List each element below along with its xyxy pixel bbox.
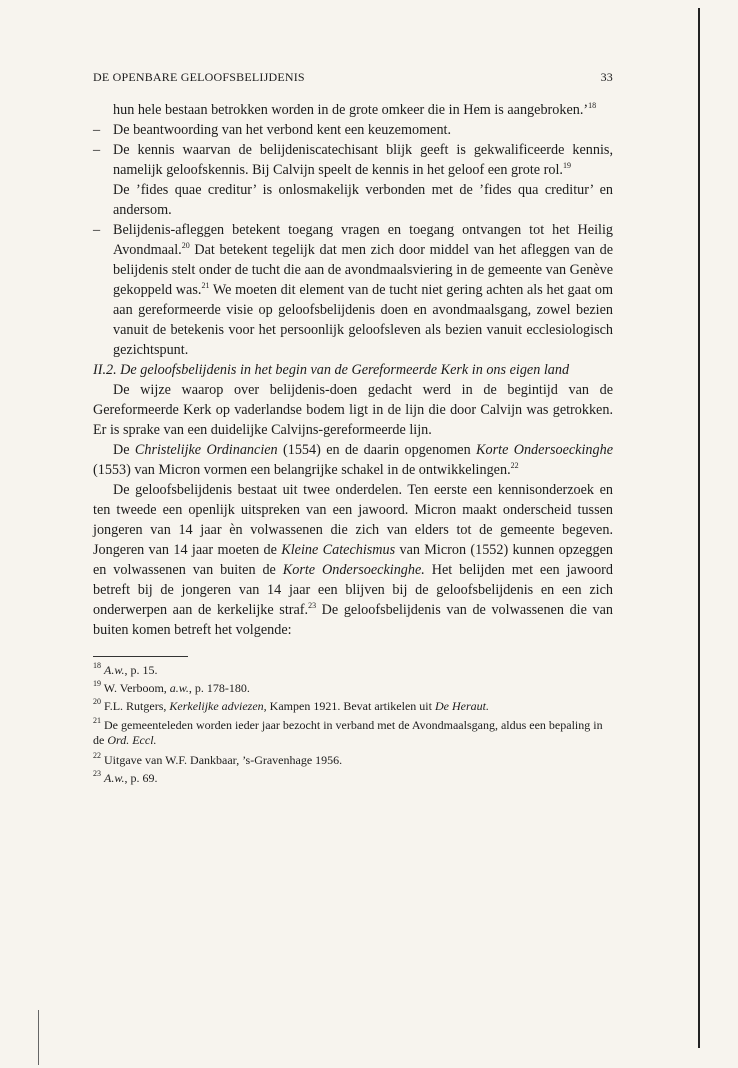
section-heading: II.2. De geloofsbelijdenis in het begin van de Gereformeerde Kerk in ons eigen land (93, 362, 570, 378)
paragraph: De geloofsbelijdenis bestaat uit twee onderdelen. Ten eerste een kennisonderzoek en ten tweede een openlijk uitspreken van een jawoord. Micron maakt onderscheid tussen jongeren van 14 jaar èn volwassenen die zich van elders tot de gemeente begeven. Jongeren van 14 jaar moeten de Kleine Catechismus van Micron (1552) kunnen opzeggen en volwassenen van buiten de Korte Ondersoeckinghe. Het belijden met een jawoord betreft bij de jongeren van 14 jaar een blijven bij de geloofsbelijdenis en een zich onderwerpen aan de kerkelijke straf.$^{23}$ De geloofsbelijdenis van de volwassenen die van buiten komen betreft het volgende: (93, 482, 613, 638)
paragraph: De ’fides quae creditur’ is onlosmakelijk verbonden met de ’fides qua creditur’ en andersom. (113, 182, 613, 218)
footnote-19: $^{19}$ W. Verboom, a.w., p. 178-180. (93, 679, 250, 695)
list-dash: – (93, 142, 101, 158)
footnote-23: $^{23}$ A.w., p. 69. (93, 769, 158, 785)
footnote-ref-21: 21 (201, 281, 210, 290)
running-head (93, 70, 613, 85)
footnote-20: $^{20}$ F.L. Rutgers, Kerkelijke adviezen, Kampen 1921. Bevat artikelen uit De Heraut. (93, 697, 489, 713)
list-item: – De kennis waarvan de belijdeniscatechisant blijk geeft is gekwalificeerde kennis, namelijk geloofskennis. Bij Calvijn speelt de kennis in het geloof een grote rol.$^{19}$ (93, 142, 613, 178)
footnote-ref-20: 20 (181, 241, 190, 250)
body-text (93, 100, 613, 640)
list-item: – Belijdenis-afleggen betekent toegang vragen en toegang ontvangen tot het Heilig Avondmaal.$^{20}$ Dat betekent tegelijk dat men zich door middel van het afleggen van de belijdenis stelt onder de tucht die aan de avondmaalsviering in de gemeente van Genève gekoppeld was.$^{21}$ We moeten dit element van de tucht niet gering achten als het gaat om aan gereformeerde visie op geloofsbelijdenis doen en avondmaalsgang, zowel bezien vanuit de betekenis voor het persoonlijk geloofsleven als bezien vanuit ecclesiologisch gezichtspunt. (93, 222, 613, 358)
footnotes (93, 661, 613, 787)
paragraph-continuation: hun hele bestaan betrokken worden in de grote omkeer die in Hem is aangebroken.’$^{18}$ (113, 101, 597, 118)
paragraph: De wijze waarop over belijdenis-doen gedacht werd in de begintijd van de Gereformeerde Kerk op vaderlandse bodem ligt in de lijn die door Calvijn was getrokken. Er is sprake van een duidelijke Calvijns-gereformeerde lijn. (93, 382, 613, 438)
scan-edge-right (698, 8, 700, 1048)
footnote-22: $^{22}$ Uitgave van W.F. Dankbaar, ’s-Gravenhage 1956. (93, 751, 343, 767)
footnote-18: $^{18}$ A.w., p. 15. (93, 661, 158, 677)
footnote-ref-22: 22 (510, 461, 519, 470)
footnote-ref-23: 23 (308, 601, 317, 610)
paragraph: De Christelijke Ordinancien (1554) en de daarin opgenomen Korte Ondersoeckinghe (1553) van Micron vormen een belangrijke schakel in de ontwikkelingen.$^{22}$ (93, 442, 613, 478)
scan-edge-left (38, 1010, 39, 1065)
running-head-title: DE OPENBARE GELOOFSBELIJDENIS (93, 70, 305, 84)
list-item: – De beantwoording van het verbond kent een keuzemoment. (93, 122, 452, 138)
book-page (93, 70, 613, 787)
footnote-21: $^{21}$ De gemeenteleden worden ieder jaar bezocht in verband met de Avondmaalsgang, aldus een bepaling in de Ord. Eccl. (93, 716, 603, 747)
list-dash: – (93, 122, 101, 138)
footnote-ref-19: 19 (562, 161, 571, 170)
page-number: 33 (600, 70, 613, 84)
list-dash: – (93, 222, 101, 238)
footnote-ref-18: 18 (588, 101, 597, 110)
footnote-divider (93, 656, 188, 657)
